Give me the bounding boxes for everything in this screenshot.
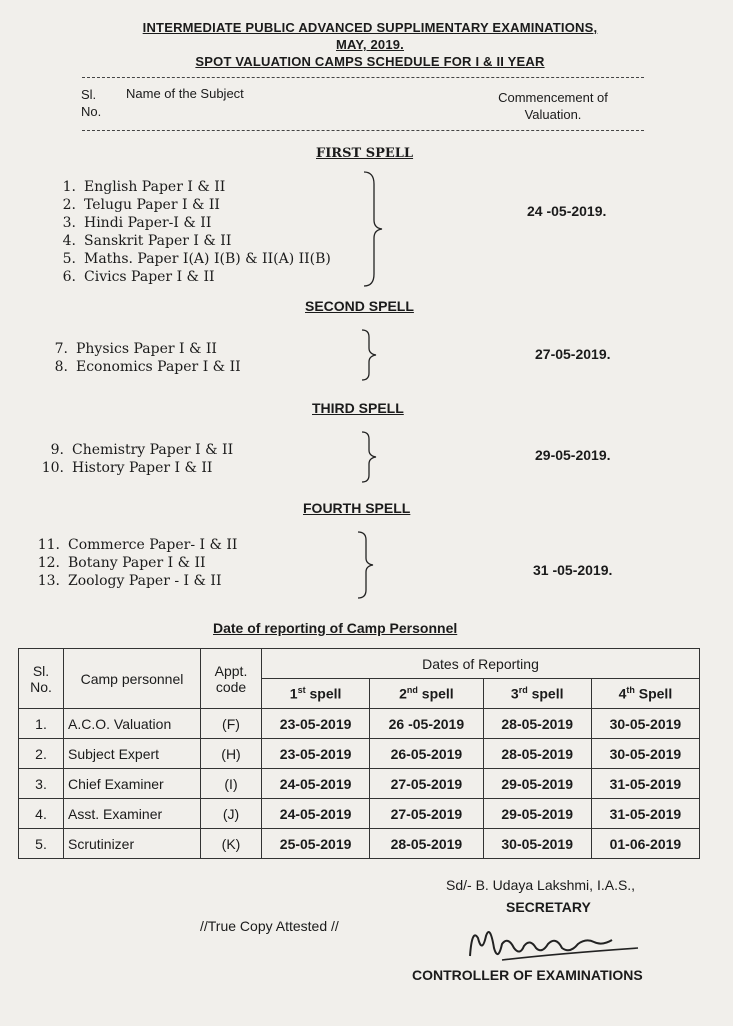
designation: SECRETARY bbox=[506, 899, 591, 915]
col-sl-line2: No. bbox=[81, 104, 102, 119]
subject-item: 11. Commerce Paper- I & II bbox=[37, 537, 238, 553]
reporting-title: Date of reporting of Camp Personnel bbox=[213, 620, 458, 636]
subject-item: 6. Civics Paper I & II bbox=[62, 269, 215, 285]
attested-note: //True Copy Attested // bbox=[200, 918, 339, 934]
cell-code: (J) bbox=[201, 799, 262, 829]
table-row bbox=[19, 709, 700, 739]
th-appt-code: Appt. code bbox=[201, 649, 262, 709]
spell-date-1: 24 -05-2019. bbox=[527, 203, 607, 219]
cell-date: 27-05-2019 bbox=[370, 769, 483, 799]
th-personnel: Camp personnel bbox=[64, 649, 201, 709]
table-row bbox=[19, 799, 700, 829]
spell-title-3: THIRD SPELL bbox=[312, 400, 404, 416]
cell-date: 28-05-2019 bbox=[483, 709, 591, 739]
brace-icon bbox=[360, 430, 380, 484]
brace-icon bbox=[356, 530, 378, 600]
header-line-1: INTERMEDIATE PUBLIC ADVANCED SUPPLIMENTARY EXAMINATIONS, bbox=[142, 20, 598, 35]
spell-title-4: FOURTH SPELL bbox=[303, 500, 411, 516]
cell-sl: 4. bbox=[19, 799, 64, 829]
spell-3-subjects bbox=[38, 441, 233, 477]
th-spell-4: 4th Spell bbox=[591, 679, 699, 709]
table-row bbox=[19, 769, 700, 799]
spell-date-2: 27-05-2019. bbox=[535, 346, 611, 362]
col-comm-line2: Valuation. bbox=[524, 107, 582, 122]
col-sl-line1: Sl. bbox=[81, 87, 97, 102]
cell-date: 25-05-2019 bbox=[262, 829, 370, 859]
cell-date: 24-05-2019 bbox=[262, 769, 370, 799]
cell-date: 30-05-2019 bbox=[591, 709, 699, 739]
subject-item: 5. Maths. Paper I(A) I(B) & II(A) II(B) bbox=[62, 251, 331, 267]
cell-code: (F) bbox=[201, 709, 262, 739]
divider-top bbox=[82, 77, 644, 78]
table-row bbox=[19, 829, 700, 859]
divider-bottom bbox=[82, 130, 644, 131]
cell-date: 29-05-2019 bbox=[483, 799, 591, 829]
spell-title-2: SECOND SPELL bbox=[305, 298, 414, 314]
cell-date: 24-05-2019 bbox=[262, 799, 370, 829]
cell-code: (H) bbox=[201, 739, 262, 769]
col-comm-line1: Commencement of bbox=[498, 90, 608, 105]
subject-item: 3. Hindi Paper-I & II bbox=[62, 215, 212, 231]
spell-title-1: FIRST SPELL bbox=[316, 146, 414, 161]
cell-code: (I) bbox=[201, 769, 262, 799]
cell-date: 31-05-2019 bbox=[591, 769, 699, 799]
th-spell-2: 2nd spell bbox=[370, 679, 483, 709]
subject-item: 8. Economics Paper I & II bbox=[54, 359, 241, 375]
cell-sl: 1. bbox=[19, 709, 64, 739]
reporting-table bbox=[18, 648, 700, 859]
spell-2-subjects bbox=[42, 340, 241, 376]
col-sl bbox=[81, 86, 101, 120]
subject-item: 2. Telugu Paper I & II bbox=[62, 197, 220, 213]
brace-icon bbox=[360, 328, 380, 382]
cell-date: 26-05-2019 bbox=[370, 739, 483, 769]
cell-date: 01-06-2019 bbox=[591, 829, 699, 859]
cell-date: 28-05-2019 bbox=[483, 739, 591, 769]
subject-item: 12. Botany Paper I & II bbox=[37, 555, 206, 571]
subject-item: 7. Physics Paper I & II bbox=[54, 341, 217, 357]
cell-date: 31-05-2019 bbox=[591, 799, 699, 829]
cell-date: 29-05-2019 bbox=[483, 769, 591, 799]
signed-by: Sd/- B. Udaya Lakshmi, I.A.S., bbox=[446, 877, 636, 893]
cell-date: 23-05-2019 bbox=[262, 739, 370, 769]
table-row bbox=[19, 739, 700, 769]
spell-date-3: 29-05-2019. bbox=[535, 447, 611, 463]
cell-personnel: Asst. Examiner bbox=[64, 799, 201, 829]
controller-title: CONTROLLER OF EXAMINATIONS bbox=[412, 967, 643, 983]
col-name: Name of the Subject bbox=[126, 86, 244, 101]
header-line-3: SPOT VALUATION CAMPS SCHEDULE FOR I & II YEAR bbox=[195, 54, 545, 69]
cell-code: (K) bbox=[201, 829, 262, 859]
th-spell-1: 1st spell bbox=[262, 679, 370, 709]
cell-date: 30-05-2019 bbox=[591, 739, 699, 769]
subject-item: 9. Chemistry Paper I & II bbox=[50, 442, 234, 458]
brace-icon bbox=[362, 170, 386, 288]
th-dates-of-reporting: Dates of Reporting bbox=[262, 649, 700, 679]
cell-personnel: A.C.O. Valuation bbox=[64, 709, 201, 739]
subject-item: 13. Zoology Paper - I & II bbox=[37, 573, 222, 589]
spell-date-4: 31 -05-2019. bbox=[533, 562, 613, 578]
signature-image bbox=[462, 918, 642, 970]
subject-item: 4. Sanskrit Paper I & II bbox=[62, 233, 232, 249]
cell-date: 30-05-2019 bbox=[483, 829, 591, 859]
cell-date: 26 -05-2019 bbox=[370, 709, 483, 739]
cell-date: 27-05-2019 bbox=[370, 799, 483, 829]
cell-personnel: Scrutinizer bbox=[64, 829, 201, 859]
cell-personnel: Chief Examiner bbox=[64, 769, 201, 799]
cell-sl: 2. bbox=[19, 739, 64, 769]
th-sl: Sl. No. bbox=[19, 649, 64, 709]
cell-date: 23-05-2019 bbox=[262, 709, 370, 739]
subject-item: 10. History Paper I & II bbox=[41, 460, 213, 476]
spell-1-subjects bbox=[50, 178, 331, 286]
spell-4-subjects bbox=[34, 536, 237, 590]
col-commencement bbox=[478, 89, 628, 123]
cell-sl: 5. bbox=[19, 829, 64, 859]
cell-personnel: Subject Expert bbox=[64, 739, 201, 769]
subject-item: 1. English Paper I & II bbox=[62, 179, 226, 195]
th-spell-3: 3rd spell bbox=[483, 679, 591, 709]
header-line-2: MAY, 2019. bbox=[335, 37, 404, 52]
cell-date: 28-05-2019 bbox=[370, 829, 483, 859]
cell-sl: 3. bbox=[19, 769, 64, 799]
table-header-row bbox=[19, 649, 700, 679]
